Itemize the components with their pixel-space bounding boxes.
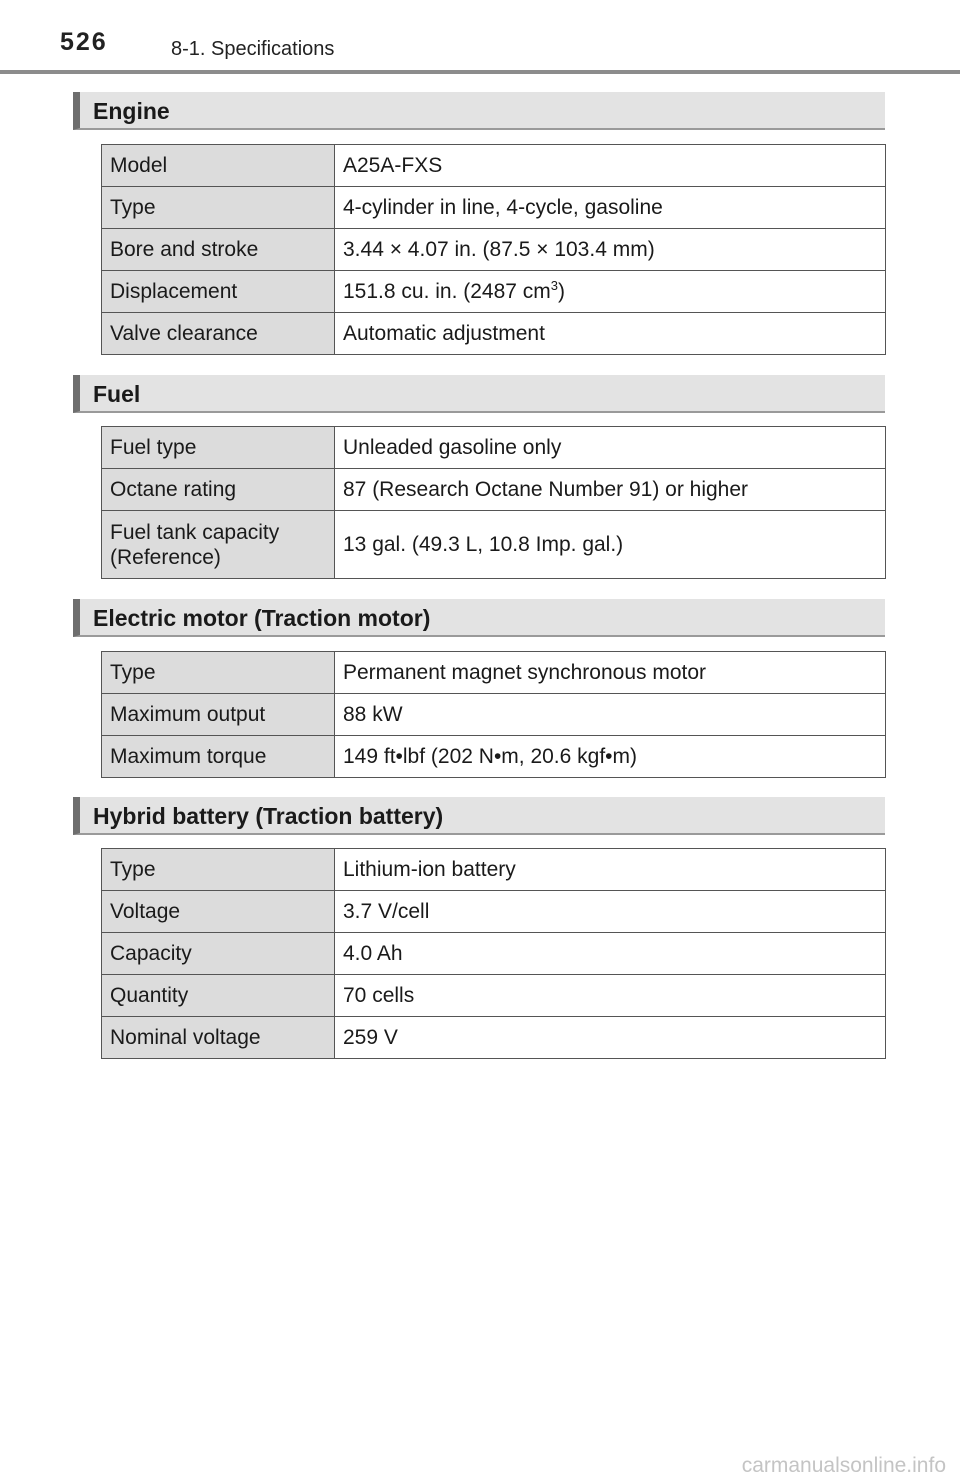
spec-value: 3.7 V/cell [335, 891, 886, 933]
spec-label: Octane rating [102, 469, 335, 511]
table-row [102, 511, 886, 579]
table-row [102, 187, 886, 229]
spec-value: 149 ft•lbf (202 N•m, 20.6 kgf•m) [335, 736, 886, 778]
displacement-value: 151.8 cu. in. (2487 cm [343, 280, 551, 303]
spec-label: Valve clearance [102, 313, 335, 355]
table-row [102, 313, 886, 355]
spec-label: Nominal voltage [102, 1017, 335, 1059]
table-row [102, 271, 886, 313]
watermark: carmanualsonline.info [741, 1454, 946, 1477]
section-reference: 8-1. Specifications [171, 38, 335, 60]
engine-heading-text: Engine [93, 98, 170, 124]
spec-value: Lithium-ion battery [335, 849, 886, 891]
spec-label: Displacement [102, 271, 335, 313]
fuel-section-heading [73, 375, 885, 413]
battery-section-heading [73, 797, 885, 835]
table-row [102, 736, 886, 778]
battery-heading-text: Hybrid battery (Traction battery) [93, 803, 444, 829]
table-row [102, 652, 886, 694]
spec-value: 3.44 × 4.07 in. (87.5 × 103.4 mm) [335, 229, 886, 271]
spec-value: Automatic adjustment [335, 313, 886, 355]
spec-value: 88 kW [335, 694, 886, 736]
spec-value [335, 271, 886, 313]
label-line: Fuel tank capacity [110, 520, 280, 544]
table-row [102, 427, 886, 469]
motor-section-heading [73, 599, 885, 637]
table-row [102, 891, 886, 933]
spec-value: 4-cylinder in line, 4-cycle, gasoline [335, 187, 886, 229]
spec-value: A25A-FXS [335, 145, 886, 187]
spec-value: 13 gal. (49.3 L, 10.8 Imp. gal.) [335, 511, 886, 579]
displacement-suffix: ) [558, 280, 566, 303]
spec-label: Maximum torque [102, 736, 335, 778]
spec-label: Voltage [102, 891, 335, 933]
spec-value: 4.0 Ah [335, 933, 886, 975]
spec-label: Type [102, 187, 335, 229]
page-header [0, 0, 960, 76]
fuel-spec-table [101, 426, 886, 579]
table-row [102, 694, 886, 736]
page-number: 526 [60, 28, 108, 56]
engine-section-heading [73, 92, 885, 130]
spec-value: Permanent magnet synchronous motor [335, 652, 886, 694]
spec-label: Model [102, 145, 335, 187]
spec-value: 70 cells [335, 975, 886, 1017]
spec-label: Type [102, 849, 335, 891]
table-row [102, 933, 886, 975]
battery-spec-table [101, 848, 886, 1059]
spec-label: Capacity [102, 933, 335, 975]
table-row [102, 1017, 886, 1059]
table-row [102, 469, 886, 511]
spec-value: 87 (Research Octane Number 91) or higher [335, 469, 886, 511]
spec-value: Unleaded gasoline only [335, 427, 886, 469]
table-row [102, 975, 886, 1017]
motor-heading-text: Electric motor (Traction motor) [93, 605, 431, 631]
table-row [102, 229, 886, 271]
motor-spec-table [101, 651, 886, 778]
spec-label [102, 511, 335, 579]
header-divider [0, 70, 960, 74]
table-row [102, 849, 886, 891]
superscript: 3 [550, 278, 559, 293]
label-line: (Reference) [110, 545, 221, 569]
spec-label: Maximum output [102, 694, 335, 736]
spec-value: 259 V [335, 1017, 886, 1059]
spec-label: Bore and stroke [102, 229, 335, 271]
spec-label: Type [102, 652, 335, 694]
spec-label: Quantity [102, 975, 335, 1017]
engine-spec-table [101, 144, 886, 355]
spec-label: Fuel type [102, 427, 335, 469]
table-row [102, 145, 886, 187]
fuel-heading-text: Fuel [93, 381, 141, 407]
